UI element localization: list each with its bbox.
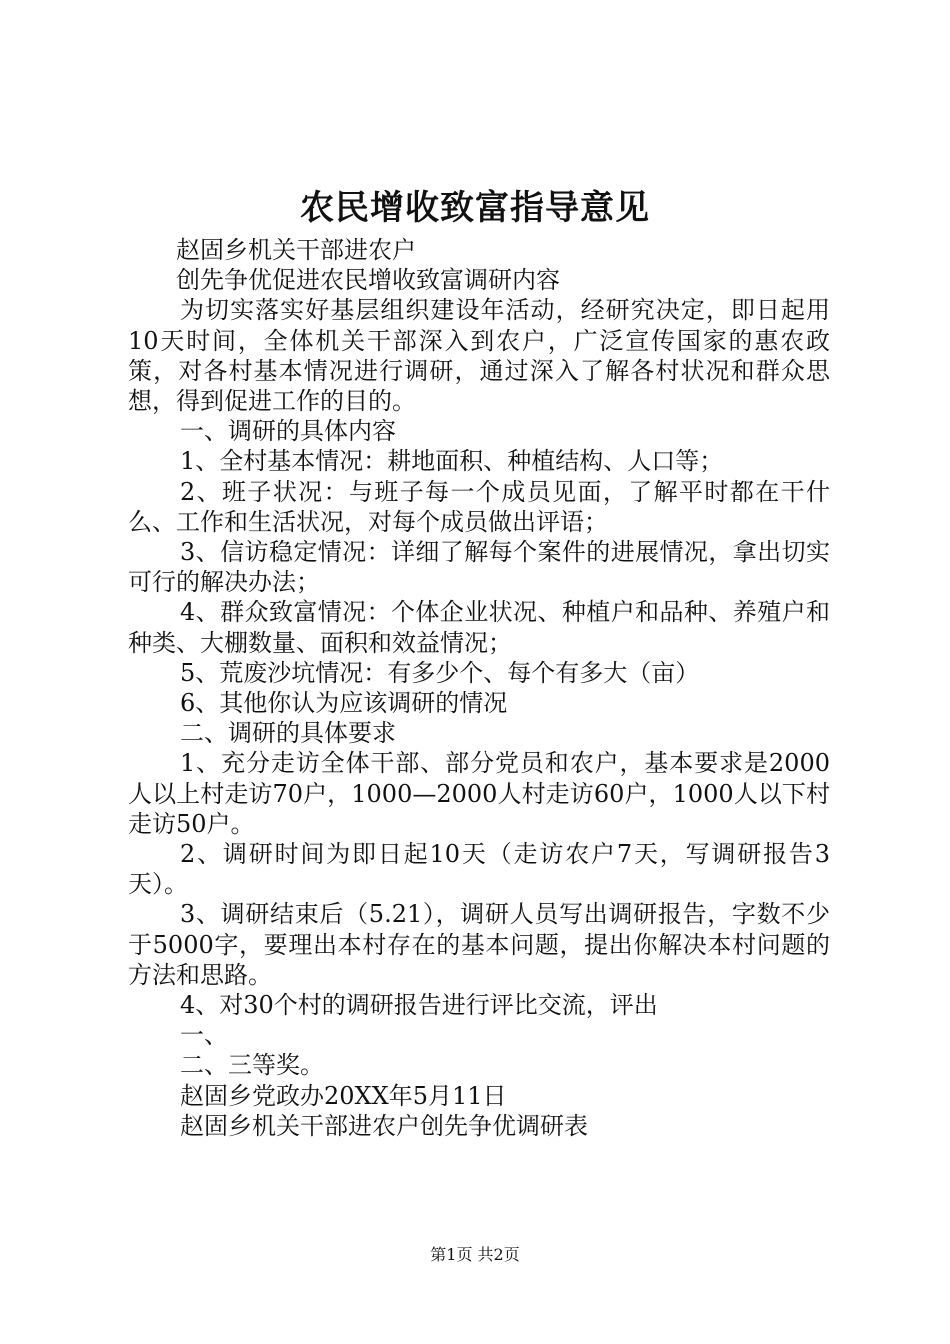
list-item-wealth-status: 4、群众致富情况：个体企业状况、种植户和品种、养殖户和种类、大棚数量、面积和效益情况； [128, 598, 830, 657]
paragraph-intro: 为切实落实好基层组织建设年活动，经研究决定，即日起用10天时间，全体机关干部深入到农户，广泛宣传国家的惠农政策，对各村基本情况进行调研，通过深入了解各村状况和群众思想，得到促进工作的目的。 [128, 296, 830, 416]
section-heading-content: 一、调研的具体内容 [180, 417, 396, 446]
list-item-evaluation: 4、对30个村的调研报告进行评比交流，评出 [180, 991, 658, 1020]
list-item-report: 3、调研结束后（5.21），调研人员写出调研报告，字数不少于5000字，要理出本村存在的基本问题，提出你解决本村问题的方法和思路。 [128, 900, 830, 989]
list-item-team-status: 2、班子状况：与班子每一个成员见面，了解平时都在干什么、工作和生活状况，对每个成员做出评语； [128, 477, 830, 536]
page-number: 第1页 共2页 [430, 1245, 520, 1264]
document-body [128, 235, 830, 1141]
paragraph-header-line-2: 创先争优促进农民增收致富调研内容 [176, 266, 560, 295]
paragraph-issuer-date: 赵固乡党政办20XX年5月11日 [180, 1081, 507, 1110]
list-item-other: 6、其他你认为应该调研的情况 [180, 689, 508, 718]
list-item-basic-info: 1、全村基本情况：耕地面积、种植结构、人口等； [180, 447, 724, 476]
list-item-visits: 1、充分走访全体干部、部分党员和农户，基本要求是2000人以上村走访70户，1000—2000人村走访60户，1000人以下村走访50户。 [128, 749, 830, 838]
list-item-petition-stability: 3、信访稳定情况：详细了解每个案件的进展情况，拿出切实可行的解决办法； [128, 538, 830, 597]
document-title: 农民增收致富指导意见 [300, 188, 650, 228]
section-heading-requirements: 二、调研的具体要求 [180, 719, 396, 748]
paragraph-header-line-1: 赵固乡机关干部进农户 [176, 236, 416, 264]
paragraph-table-title: 赵固乡机关干部进农户创先争优调研表 [180, 1111, 588, 1140]
paragraph-award-first: 一、 [180, 1021, 228, 1050]
list-item-sand-pits: 5、荒废沙坑情况：有多少个、每个有多大（亩） [180, 658, 700, 687]
paragraph-award-second-third: 二、三等奖。 [180, 1051, 324, 1080]
list-item-duration: 2、调研时间为即日起10天（走访农户7天，写调研报告3天）。 [128, 840, 830, 899]
